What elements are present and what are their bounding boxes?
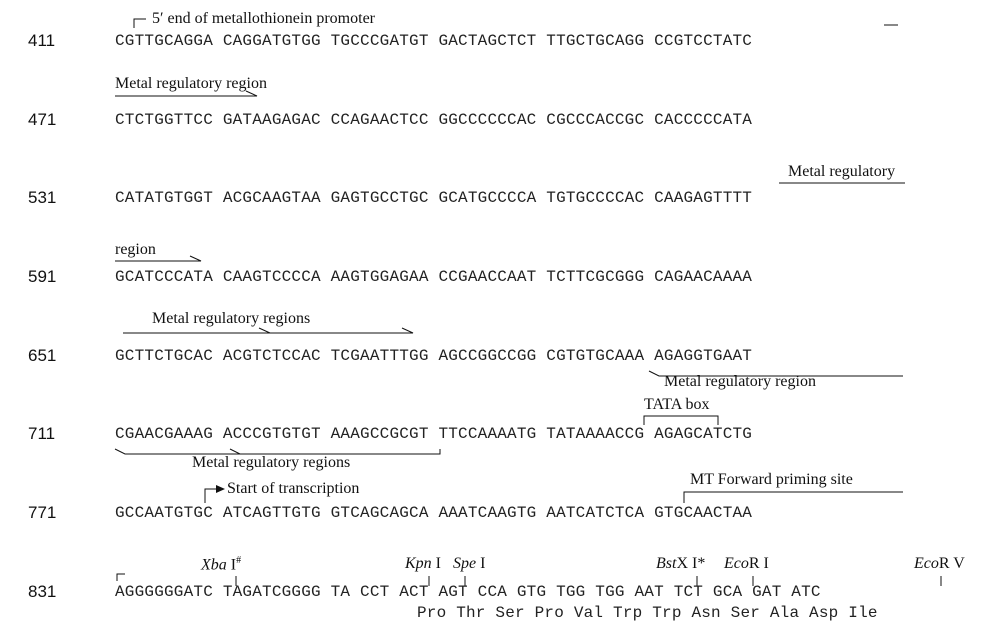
protein-translation: Pro Thr Ser Pro Val Trp Trp Asn Ser Ala Asp Ile bbox=[417, 604, 878, 622]
site-ecorv-suffix: R V bbox=[938, 555, 965, 572]
site-bstx-suffix: X I* bbox=[676, 555, 706, 572]
label-mrr-pl1: Metal regulatory regions bbox=[152, 310, 311, 327]
label-mrr-pl2: Metal regulatory regions bbox=[192, 454, 351, 471]
site-spe bbox=[453, 555, 485, 573]
site-ecorv bbox=[914, 555, 965, 573]
sequence-row: AGGGGGGATC TAGATCGGGG TA CCT ACT AGT CCA GTG TGG TGG AAT TCT GCA GAT ATC bbox=[115, 583, 821, 601]
start-transcription-arrow bbox=[205, 489, 216, 503]
label-mrr2-a: Metal regulatory bbox=[788, 163, 896, 180]
site-ecori bbox=[724, 555, 769, 573]
row-number: 771 bbox=[28, 503, 57, 522]
mrr-pl1-arrow-a bbox=[123, 328, 270, 333]
sequence-row: GCATCCCATA CAAGTCCCCA AAGTGGAGAA CCGAACCAAT TCTTCGCGGG CAGAACAAAA bbox=[115, 268, 753, 286]
row-number: 411 bbox=[28, 31, 56, 50]
sequence-row: CGAACGAAAG ACCCGTGTGT AAAGCCGCGT TTCCAAAATG TATAAAACCG AGAGCATCTG bbox=[115, 425, 753, 443]
sequence-row: GCCAATGTGC ATCAGTTGTG GTCAGCAGCA AAATCAAGTG AATCATCTCA GTGCAACTAA bbox=[115, 504, 753, 522]
row-number: 651 bbox=[28, 346, 57, 365]
tata-bracket bbox=[644, 416, 718, 425]
site-kpn bbox=[405, 555, 441, 573]
label-mrr3: Metal regulatory region bbox=[664, 373, 816, 390]
site-spe-name: Spe bbox=[453, 555, 477, 572]
label-mrr1: Metal regulatory region bbox=[115, 75, 267, 92]
site-bstx bbox=[656, 555, 705, 573]
site-xba bbox=[201, 555, 241, 574]
row-number: 711 bbox=[28, 424, 56, 443]
sequence-row: GCTTCTGCAC ACGTCTCCAC TCGAATTTGG AGCCGGCCGG CGTGTGCAAA AGAGGTGAAT bbox=[115, 347, 753, 365]
sequence-row: CTCTGGTTCC GATAAGAGAC CCAGAACTCC GGCCCCCCAC CGCCCACCGC CACCCCCATA bbox=[115, 111, 753, 129]
sequence-row: CGTTGCAGGA CAGGATGTGG TGCCCGATGT GACTAGCTCT TTGCTGCAGG CCGTCCTATC bbox=[115, 32, 753, 50]
start-transcription-arrowhead bbox=[216, 485, 225, 493]
label-mt-forward: MT Forward priming site bbox=[690, 471, 853, 488]
mt-forward-line bbox=[684, 492, 903, 503]
mrr-pl1-arrow-b bbox=[259, 328, 413, 333]
site-ecorv-name: Eco bbox=[914, 555, 939, 572]
site-kpn-suffix: I bbox=[431, 555, 441, 572]
label-start-transcription: Start of transcription bbox=[227, 480, 360, 497]
label-mrr2-b: region bbox=[115, 241, 156, 258]
site-xba-sup: # bbox=[236, 555, 242, 566]
site-spe-suffix: I bbox=[476, 555, 486, 572]
bracket-831 bbox=[117, 574, 125, 581]
label-mt-promoter: 5′ end of metallothionein promoter bbox=[152, 10, 375, 27]
site-kpn-name: Kpn bbox=[405, 555, 432, 572]
site-ecori-suffix: R I bbox=[748, 555, 769, 572]
label-tata-box: TATA box bbox=[644, 396, 710, 413]
row-number: 531 bbox=[28, 188, 57, 207]
row-number: 591 bbox=[28, 267, 57, 286]
row-number: 471 bbox=[28, 110, 57, 129]
site-bstx-name: Bst bbox=[656, 555, 677, 572]
site-ecori-name: Eco bbox=[724, 555, 749, 572]
promoter-start-bracket bbox=[134, 19, 146, 28]
sequence-row: CATATGTGGT ACGCAAGTAA GAGTGCCTGC GCATGCCCCA TGTGCCCCAC CAAGAGTTTT bbox=[115, 189, 753, 207]
site-xba-name: Xba bbox=[201, 556, 227, 574]
row-number: 831 bbox=[28, 582, 57, 601]
site-xba-suffix: I bbox=[226, 556, 237, 574]
